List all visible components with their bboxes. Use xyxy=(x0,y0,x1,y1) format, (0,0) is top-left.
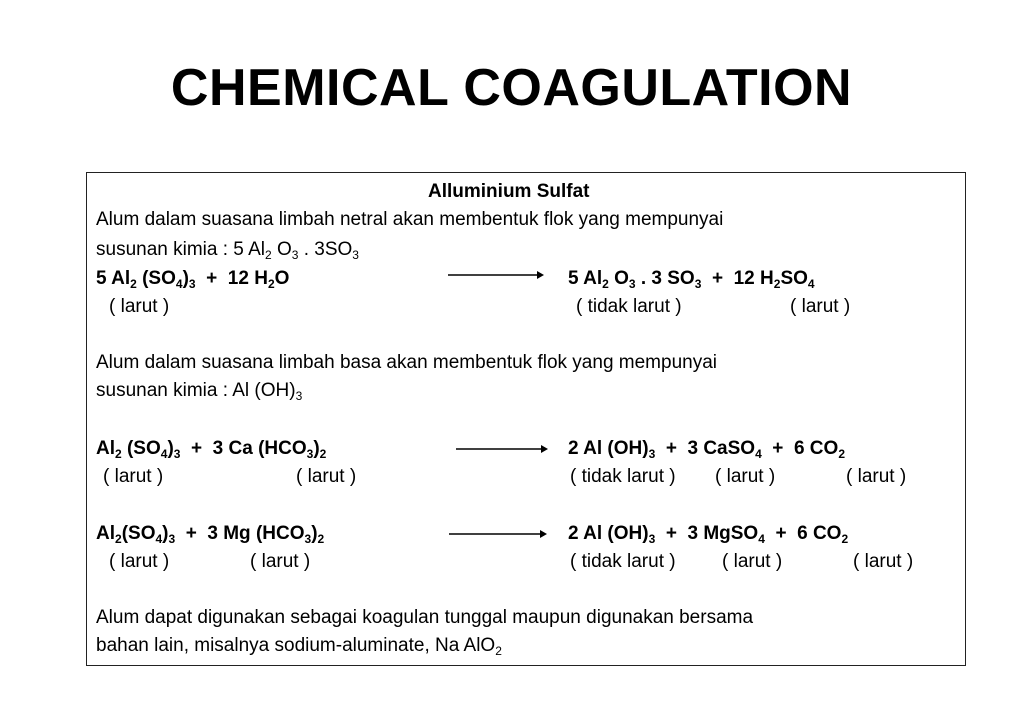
equation1-reactants: 5 $Al_2$ $(SO_4)_3 + 12$ $H_2O$ xyxy=(96,268,290,291)
equation3-reactants: $Al_2(SO_4)_3 + 3$ Mg $(HCO_3)_2$ xyxy=(96,523,325,546)
equation2-note: ( larut ) xyxy=(103,466,164,487)
equation1-note: ( larut ) xyxy=(109,296,170,317)
equation3-note: ( tidak larut ) xyxy=(570,551,676,572)
equation2-products: 2 Al $(OH)_3 + 3$ CaSO$_4$ + 6 $CO_2$ xyxy=(568,438,845,461)
equation2-note: ( larut ) xyxy=(296,466,357,487)
equation1-note: ( tidak larut ) xyxy=(576,296,682,317)
reaction-arrow-1 xyxy=(448,268,544,282)
paragraph-neutral-line1: Alum dalam suasana limbah netral akan membentuk flok yang mempunyai xyxy=(96,209,724,230)
equation2-reactants: $Al_2$ $(SO_4)_3 + 3$ Ca $(HCO_3)_2$ xyxy=(96,438,327,461)
slide-title: CHEMICAL COAGULATION xyxy=(170,59,853,117)
equation1-products: 5 $Al_2$ $O_3$ . 3 $SO_3 + 12$ $H_2SO_4$ xyxy=(568,268,815,291)
section-heading: Alluminium Sulfat xyxy=(428,181,590,202)
equation3-note: ( larut ) xyxy=(250,551,311,572)
equation2-note: ( tidak larut ) xyxy=(570,466,676,487)
equation3-products: 2 Al $(OH)_3 + 3$ MgSO$_4$ + 6 $CO_2$ xyxy=(568,523,849,546)
reaction-arrow-3 xyxy=(449,527,547,541)
paragraph-basic-line2: susunan kimia : Al $(OH)_3$ xyxy=(96,380,303,403)
equation3-note: ( larut ) xyxy=(722,551,783,572)
equation2-note: ( larut ) xyxy=(846,466,907,487)
paragraph-usage-line1: Alum dapat digunakan sebagai koagulan tunggal maupun digunakan bersama xyxy=(96,607,754,628)
reaction-arrow-2 xyxy=(456,442,548,456)
equation2-note: ( larut ) xyxy=(715,466,776,487)
paragraph-neutral-line2: susunan kimia : 5 $Al_2$ $O_3$ . $3SO_3$ xyxy=(96,239,359,262)
equation3-note: ( larut ) xyxy=(853,551,914,572)
paragraph-usage-line2: bahan lain, misalnya sodium-aluminate, Na AlO$_2$ xyxy=(96,635,502,658)
paragraph-basic-line1: Alum dalam suasana limbah basa akan membentuk flok yang mempunyai xyxy=(96,352,717,373)
equation3-note: ( larut ) xyxy=(109,551,170,572)
equation1-note: ( larut ) xyxy=(790,296,851,317)
